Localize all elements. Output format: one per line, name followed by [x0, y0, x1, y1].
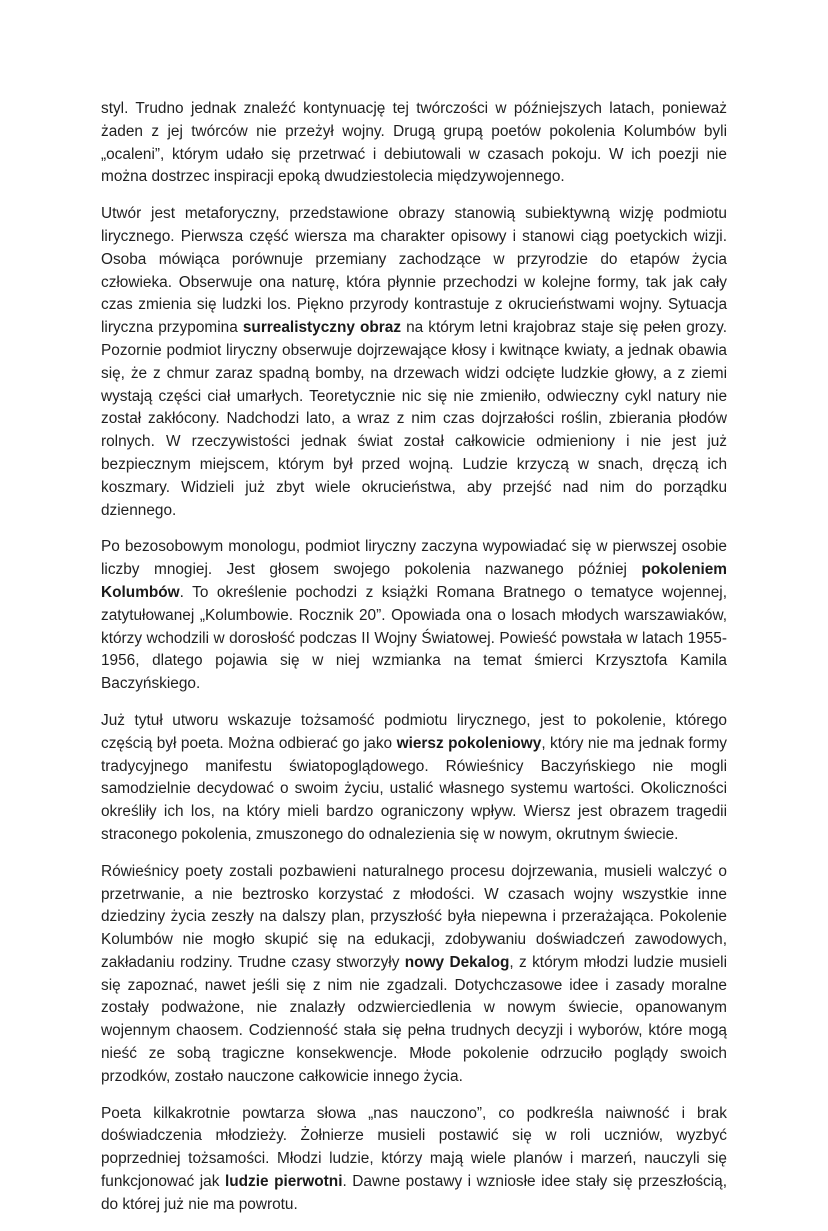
text-run: Poeta kilkakrotnie powtarza słowa „nas nauczono”, co podkreśla naiwność i brak doświadczenia młodzieży. Żołnierze musieli postawić się w roli uczniów, wyzbyć poprzedniej tożsamości. Młodzi ludzie, którzy mają wiele planów i marzeń, nauczyli się funkcjonować jak [101, 1104, 727, 1191]
bold-term: pokoleniem Kolumbów [101, 561, 727, 601]
text-run: , który nie ma jednak formy tradycyjnego manifestu światopoglądowego. Rówieśnicy Baczyńskiego nie mogli samodzielnie decydować o swoim życiu, ustalić własnego systemu wartości. Okoliczności określiły ich los, na który mieli bardzo ograniczony wpływ. Wiersz jest obrazem tragedii straconego pokolenia, zmuszonego do odnalezienia się w nowym, okrutnym świecie. [101, 734, 727, 843]
paragraph-generational-poem [101, 710, 727, 847]
paragraph-metaphor-analysis [101, 203, 727, 522]
bold-term: ludzie pierwotni [224, 1173, 343, 1191]
text-run: . To określenie pochodzi z książki Romana Bratnego o tematyce wojennej, zatytułowanej „Kolumbowie. Rocznik 20”. Opowiada ona o losach młodych warszawiaków, którzy wchodzili w dorosłość podczas II Wojny Światowej. Powieść powstała w latach 1955-1956, dlatego pojawia się w niej wzmianka na temat śmierci Krzysztofa Kamila Baczyńskiego. [101, 583, 727, 693]
paragraph-continuation [101, 98, 727, 189]
bold-term: wiersz pokoleniowy [396, 734, 542, 752]
document-page [101, 98, 727, 1231]
text-run: Już tytuł utworu wskazuje tożsamość podmiotu lirycznego, jest to pokolenie, którego częścią był poeta. Można odbierać go jako [101, 711, 727, 752]
paragraph-new-decalogue [101, 861, 727, 1089]
text-run: na którym letni krajobraz staje się pełen grozy. Pozornie podmiot liryczny obserwuje dojrzewające kłosy i kwitnące kwiaty, a jednak obawia się, że z chmur zaraz spadną bomby, na drzewach widzi odcięte ludzkie głowy, a z ziemi wystają części ciał umarłych. Teoretycznie nic się nie zmieniło, odwieczny cykl natury nie został zakłócony. Nadchodzi lato, a wraz z nim czas dojrzałości roślin, zbierania płodów rolnych. W rzeczywistości jednak świat został całkowicie odmieniony i nie jest już bezpiecznym miejscem, którym był przed wojną. Ludzie krzyczą w snach, dręczą ich koszmary. Widzieli już zbyt wiele okrucieństwa, aby przejść nad nim do porządku dziennego. [101, 319, 727, 519]
text-run: Utwór jest metaforyczny, przedstawione obrazy stanowią subiektywną wizję podmiotu lirycznego. Pierwsza część wiersza ma charakter opisowy i stanowi ciąg poetyckich wizji. Osoba mówiąca porównuje przemiany zachodzące w przyrodzie do etapów życia człowieka. Obserwuje ona naturę, która płynnie przechodzi w kolejne formy, tak jak cały czas zmienia się ludzki los. Piękno przyrody kontrastuje z okrucieństwami wojny. Sytuacja liryczna przypomina [101, 205, 727, 337]
text-run: Rówieśnicy poety zostali pozbawieni naturalnego procesu dojrzewania, musieli walczyć o przetrwanie, a nie beztrosko korzystać z młodości. W czasach wojny wszystkie inne dziedziny życia zeszły na dalszy plan, przyszłość była niepewna i przerażająca. Pokolenie Kolumbów nie mogło skupić się na edukacji, zdobywaniu doświadczeń zawodowych, zakładaniu rodziny. Trudne czasy stworzyły [101, 862, 727, 971]
text-run: styl. Trudno jednak znaleźć kontynuację tej twórczości w późniejszych latach, ponieważ żaden z jej twórców nie przeżył wojny. Drugą grupą poetów pokolenia Kolumbów byli „ocaleni”, którym udało się przetrwać i debiutowali w czasach pokoju. W ich poezji nie można dostrzec inspiracji epoką dwudziestolecia międzywojennego. [101, 100, 727, 186]
bold-term: surrealistyczny obraz [242, 319, 402, 337]
text-run: Po bezosobowym monologu, podmiot liryczny zaczyna wypowiadać się w pierwszej osobie liczby mnogiej. Jest głosem swojego pokolenia nazwanego później [101, 538, 727, 579]
bold-term: nowy Dekalog [404, 953, 510, 971]
paragraph-kolumbowie-generation [101, 536, 727, 696]
text-run: . Dawne postawy i wzniosłe idee stały się przeszłością, do której już nie ma powrotu. [101, 1173, 728, 1213]
text-run: , z którym młodzi ludzie musieli się zapoznać, nawet jeśli się z nim nie zgadzali. Dotychczasowe idee i zasady moralne zostały podważone, nie znalazły odzwierciedlenia w nowym świecie, opanowanym wojennym chaosem. Codzienność stała się pełna trudnych decyzji i wyborów, które mogą nieść ze sobą tragiczne konsekwencje. Młode pokolenie odrzuciło poglądy swoich przodków, zostało nauczone całkowicie innego życia. [101, 953, 728, 1085]
paragraph-primitive-people [101, 1103, 727, 1217]
